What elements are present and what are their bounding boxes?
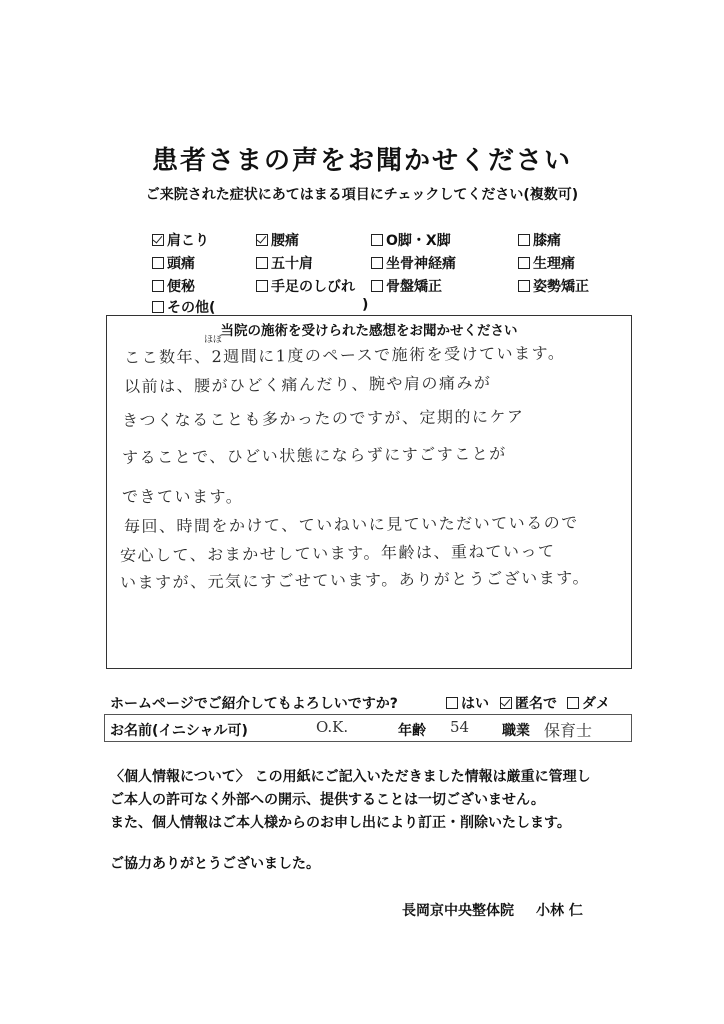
checkbox-box <box>371 257 383 269</box>
checkbox-box <box>371 280 383 292</box>
symptom-checkbox-knee[interactable]: 膝痛 <box>518 230 561 250</box>
homepage-option-no[interactable]: ダメ <box>567 693 610 713</box>
age-value: 54 <box>450 718 470 736</box>
symptom-checkbox-menstrual[interactable]: 生理痛 <box>518 253 575 273</box>
homepage-option-anonymous[interactable]: 匿名で <box>500 693 557 713</box>
checkbox-box <box>567 697 579 709</box>
checkbox-box <box>518 280 530 292</box>
symptom-checkbox-frozen-shoulder[interactable]: 五十肩 <box>256 253 313 273</box>
symptom-checkbox-shoulder[interactable]: 肩こり <box>152 230 209 250</box>
checkbox-box <box>152 301 164 313</box>
name-value: O.K. <box>316 718 349 736</box>
feedback-line-7: 安心して、おまかせしています。年齢は、重ねていって <box>119 541 556 565</box>
homepage-option-yes[interactable]: はい <box>446 693 489 713</box>
thanks-text: ご協力ありがとうございました。 <box>110 856 320 872</box>
checkbox-box <box>518 234 530 246</box>
form-title: 患者さまの声をお聞かせください <box>151 146 572 176</box>
form-subtitle: ご来院された症状にあてはまる項目にチェックしてください(複数可) <box>145 187 579 203</box>
privacy-line-2: ご本人の許可なく外部への開示、提供することは一切ございません。 <box>110 792 545 808</box>
checkbox-box <box>256 280 268 292</box>
practitioner-name: 小林 仁 <box>536 903 583 919</box>
job-label: 職業 <box>502 723 530 739</box>
checkbox-box <box>371 234 383 246</box>
symptom-checkbox-numbness[interactable]: 手足のしびれ <box>256 276 355 296</box>
symptom-checkbox-headache[interactable]: 頭痛 <box>152 253 195 273</box>
job-value: 保育士 <box>544 721 593 740</box>
symptom-checkbox-constipation[interactable]: 便秘 <box>152 276 195 296</box>
name-label: お名前(イニシャル可) <box>110 723 248 739</box>
symptom-checkbox-sciatica[interactable]: 坐骨神経痛 <box>371 253 456 273</box>
checkbox-box <box>256 257 268 269</box>
symptom-checkbox-other[interactable]: その他( <box>152 297 215 317</box>
feedback-line-3: きつくなることも多かったのですが、定期的にケア <box>121 406 525 430</box>
age-label: 年齢 <box>398 723 426 739</box>
checkbox-box <box>446 697 458 709</box>
symptom-checkbox-back[interactable]: 腰痛 <box>256 230 299 250</box>
feedback-line-4: することで、ひどい状態にならずにすごすことが <box>121 443 507 467</box>
feedback-line-5: できています。 <box>122 487 244 506</box>
checkbox-box <box>152 257 164 269</box>
feedback-heading: 当院の施術を受けられた感想をお聞かせください <box>220 323 518 339</box>
checkbox-box <box>518 257 530 269</box>
symptom-checkbox-legs[interactable]: O脚・X脚 <box>371 230 451 250</box>
checkbox-box <box>152 234 164 246</box>
feedback-line-1: ここ数年、2週間に1度のペースで施術を受けています。 <box>123 343 566 367</box>
symptom-checkbox-pelvis[interactable]: 骨盤矯正 <box>371 276 442 296</box>
feedback-line-6: 毎回、時間をかけて、ていねいに見ていただいているので <box>123 513 579 536</box>
other-close-paren: ) <box>362 297 369 313</box>
feedback-line-8: いますが、元気にすごせています。ありがとうございます。 <box>119 568 591 592</box>
privacy-line-1: 〈個人情報について〉 この用紙にご記入いただきました情報は厳重に管理し <box>110 769 591 785</box>
feedback-line-2: 以前は、腰がひどく痛んだり、腕や肩の痛みが <box>123 373 492 396</box>
homepage-question: ホームページでご紹介してもよろしいですか? <box>110 696 398 712</box>
privacy-line-3: また、個人情報はご本人様からのお申し出により訂正・削除いたします。 <box>110 815 571 831</box>
clinic-name: 長岡京中央整体院 <box>402 903 514 919</box>
checkbox-box <box>152 280 164 292</box>
symptom-checkbox-posture[interactable]: 姿勢矯正 <box>518 276 589 296</box>
checkbox-box <box>256 234 268 246</box>
feedback-annotation: ほぼ <box>204 335 223 345</box>
checkbox-box <box>500 697 512 709</box>
signature <box>402 900 583 920</box>
